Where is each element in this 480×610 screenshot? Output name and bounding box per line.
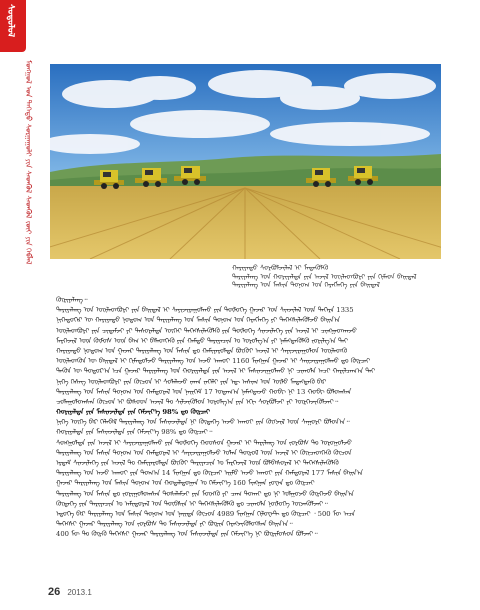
body-line: ᠲᠠᠷᠢᠶᠠᠯᠠᠩ ᠤᠨ ᠠᠵᠤ ᠠᠬᠤᠢ ᠶᠢᠨ ᠲᠣᠭ᠎ᠠ 14 ᠮᠢᠩᠭ᠋ᠠᠨ ᠳᠤ ᠬᠦᠷᠴᠡᠢ ᠡᠢᠮᠦ ᠠᠵᠤ ᠠᠬᠤᠢ ᠶᠢᠨ ᠬᠠᠮᠲᠤᠷᠠᠯ 177 ᠮᠠᠰᠢᠨ ᠪᠠᠢᠨ᠎ᠠ	[56, 469, 363, 478]
article-body	[56, 296, 442, 572]
running-head: ᠮᠣᠩᠭᠣᠯ ᠤᠨ ᠳᠡᠭᠡᠳᠦ ᠰᠤᠷᠭᠠᠭᠤᠯᠢ ᠶᠢᠨ ᠰᠡᠳᠬᠦᠯ ᠰᠡᠳᠬᠦᠯ ᠵᠦᠢ ᠶᠢᠨ ᠬᠡᠪᠯᠡᠯ	[24, 60, 33, 265]
body-line: ᠨᠢᠭᠡ ᠦᠭᠡ ᠪᠡᠷ ᠬᠡᠯᠡᠪᠡᠯ ᠲᠠᠷᠢᠶᠠᠯᠠᠩ ᠤᠨ ᠮᠠᠰᠢᠨᠵᠢᠯᠲᠠ ᠨᠢ ᠬᠦᠳᠡᠭᠡ ᠠᠵᠤ ᠠᠬᠤᠢ ᠶᠢᠨ ᠬᠥᠭᠵᠢᠯ ᠦᠨ ᠰᠠᠭᠤᠷᠢ ᠪᠣᠯᠤᠨ᠎ᠠ᠃	[56, 418, 350, 427]
caption-line: ᠲᠠᠷᠢᠶᠠᠯᠠᠩ ᠤᠨ ᠬᠤᠷᠢᠶᠠᠯᠲᠠ ᠶᠢᠨ ᠠᠵᠢᠯ ᠦᠢᠯᠡᠳᠪᠦᠷᠢ ᠶᠢᠨ ᠬᠢᠮᠠᠳ ᠪᠠᠢᠳᠠᠯ	[232, 272, 417, 281]
page-footer	[48, 586, 92, 598]
body-line: ᠲᠠᠷᠢᠶᠠᠯᠠᠩ ᠤᠨ ᠦᠢᠯᠡᠳᠪᠦᠷᠢ ᠶᠢᠨ ᠪᠠᠢᠳᠠᠯ ᠢ ᠰᠠᠶᠢᠵᠢᠷᠠᠭᠤᠯᠬᠤ ᠶᠢᠨ ᠲᠥᠯᠦᠭᠡ ᠭᠠᠵᠠᠷ ᠤᠨ ᠰᠢᠨᠵᠢᠯᠡᠯ ᠦᠨ ᠳᠡᠭᠡᠷᠡ 1335	[56, 306, 354, 315]
harvest-photo	[50, 64, 441, 259]
issue-date: 2013.1	[67, 588, 92, 597]
body-line: ᠨᠢᠭᠡᠳᠦᠭᠡᠷ ᠦ ᠬᠠᠷᠢᠶᠠᠳᠤ ᠨᠤᠲᠤᠭ ᠤᠨ ᠲᠠᠷᠢᠶᠠᠯᠠᠩ ᠤᠨ ᠮᠠᠰᠢᠨ ᠲᠣᠨᠣᠭ ᠤᠨ ᠬᠡᠷᠡᠭᠯᠡᠭᠡ ᠶᠢ ᠳᠡᠭᠡᠭᠰᠢᠯᠡᠭᠦᠯᠵᠦ ᠪᠠᠢᠨ᠎ᠠ	[56, 316, 340, 325]
body-line: ᠴᠤᠯᠠᠭᠤᠯᠤᠭᠰᠠᠨ ᠬᠦᠴᠦᠨ ᠢ ᠪᠤᠰᠤᠳ ᠠᠵᠢᠯ ᠲᠤ ᠰᠢᠯᠵᠢᠭᠦᠯᠦᠨ ᠣᠷᠣᠯᠭ᠎ᠠ ᠶᠢᠨ ᠡᠬᠢ ᠰᠤᠷᠪᠤᠯᠵᠢ ᠶᠢ ᠦᠷᠭᠡᠵᠢᠭᠦᠯᠵᠡᠢ᠃	[56, 397, 339, 406]
body-line: ᠳᠡᠭᠡᠭᠰᠢ ᠭᠠᠵᠠᠷ ᠲᠠᠷᠢᠶᠠᠯᠠᠩ ᠤᠨ ᠵᠤᠷᠪᠤᠰ ᠲᠤ ᠮᠠᠰᠢᠨᠵᠢᠯᠲᠠ ᠶᠢ ᠪᠦᠷᠢᠨ ᠬᠡᠷᠡᠭᠵᠢᠭᠦᠯᠦᠭᠰᠡᠨ ᠪᠠᠢᠨ᠎ᠠ᠃	[56, 520, 293, 529]
page-number: 26	[48, 586, 61, 598]
body-line: ᠲᠠᠷᠢᠶᠠᠯᠠᠩ ᠤᠨ ᠮᠠᠰᠢᠨ ᠲᠣᠨᠣᠭ ᠤᠨ ᠬᠠᠮᠲᠤᠷᠠᠯ ᠤᠨ ᠨᠡᠢᠭᠡᠮ 17 ᠤᠳᠠᠭ᠎ᠠ ᠨᠡᠮᠡᠭᠳᠡᠵᠦ ᠬᠤᠪᠢ ᠨᠢ 13 ᠬᠤᠪᠢ ᠪᠤᠯᠤᠭᠰᠠᠨ	[56, 387, 352, 396]
body-line: ᠡᠷᠳᠡᠮ ᠰᠢᠨᠵᠢᠯᠡᠭᠡ ᠶᠢᠨ ᠠᠵᠢᠯ ᠲᠤ ᠬᠠᠮᠢᠶᠠᠷᠤᠯᠲᠠ ᠪᠦᠬᠦᠢ ᠲᠠᠷᠢᠶᠠᠴᠢᠨ ᠤ ᠮᠡᠷᠭᠡᠵᠢᠯ ᠦᠨ ᠪᠣᠯᠪᠠᠰᠤᠷᠠᠯ ᠢ ᠳᠡᠭᠡᠭᠰᠢᠯᠡᠭᠦᠯᠬᠦ	[56, 459, 339, 467]
body-line: ᠲᠠᠷᠢᠶᠠᠯᠠᠩ ᠤᠨ ᠮᠠᠰᠢᠨ ᠳᠤ ᠵᠣᠷᠢᠭᠤᠯᠤᠭᠰᠠᠨ ᠲᠤᠰᠠᠯᠠᠮᠵᠢ ᠶᠢᠨ ᠮᠥᠩᠭᠦ ᠶᠢ ᠴᠠᠭ ᠲᠤᠬᠠᠢ ᠳᠤ ᠨᠢ ᠣᠯᠭᠤᠵᠤ ᠬᠦᠷᠭᠡᠵᠦ ᠪᠠᠢᠨ᠎ᠠ	[56, 489, 354, 498]
body-line: ᠮᠡᠷᠭᠡᠵᠢᠯ ᠦᠨ ᠬᠦᠮᠦᠰ ᠦᠨ ᠪᠠᠭ ᠢ ᠪᠡᠯᠡᠳᠬᠡᠬᠦ ᠶᠢᠨ ᠬᠠᠮᠲᠤ ᠲᠠᠷᠢᠶᠠᠴᠢᠨ ᠤ ᠣᠷᠣᠯᠭ᠎ᠠ ᠶᠢ ᠨᠡᠮᠡᠭᠳᠡᠭᠦᠯᠬᠦ ᠵᠣᠷᠢᠯᠭ᠎ᠠ ᠲᠠᠢ	[56, 336, 348, 345]
body-line: ᠦᠢᠯᠡᠳᠪᠦᠷᠢ ᠶᠢᠨ ᠴᠢᠳᠠᠮᠵᠢ ᠶᠢ ᠲᠠᠰᠤᠷᠠᠯᠲᠠ ᠦᠭᠡᠢ ᠳᠡᠭᠡᠭᠰᠢᠯᠡᠭᠦᠯᠬᠦ ᠶᠢᠨ ᠲᠥᠯᠦᠭᠡ ᠰᠢᠨᠵᠢᠯᠡᠭᠡ ᠶᠢᠨ ᠠᠵᠢᠯ ᠢ ᠴᠢᠩᠭᠠᠳᠬᠠᠵᠤ	[56, 326, 357, 335]
section-tab	[0, 0, 26, 52]
body-line: ᠡᠳᠦᠭᠡ ᠪᠡᠷ ᠲᠠᠷᠢᠶᠠᠯᠠᠩ ᠤᠨ ᠮᠠᠰᠢᠨ ᠲᠣᠨᠣᠭ ᠤᠨ ᠨᠡᠢᠳᠡ ᠬᠦᠴᠦᠨ 4989 ᠮᠢᠩᠭ᠋ᠠᠨ ᠬᠢᠯᠣᠸᠠᠲ ᠳᠤ ᠬᠦᠷᠴᠡᠢ ᠂ 500 ᠮᠦ ᠠᠴᠠ	[56, 509, 356, 518]
body-line: ᠬᠠᠷᠢᠶᠠᠳᠤ ᠨᠤᠲᠤᠭ ᠤᠨ ᠭᠠᠵᠠᠷ ᠲᠠᠷᠢᠶᠠᠯᠠᠩ ᠤᠨ ᠮᠠᠰᠢᠨ ᠳᠤ ᠬᠠᠮᠢᠶᠠᠷᠤᠯᠲᠠ ᠪᠦᠬᠦᠢ ᠠᠵᠢᠯ ᠢ ᠰᠠᠶᠢᠵᠢᠷᠠᠭᠤᠯᠤᠨ ᠦᠢᠯᠡᠳᠬᠦ	[56, 346, 348, 355]
harvest-photo-illustration	[50, 64, 441, 259]
body-line: ᠰᠤᠩᠭᠤᠯᠲᠠ ᠶᠢᠨ ᠠᠵᠢᠯ ᠢ ᠰᠠᠶᠢᠵᠢᠷᠠᠭᠤᠯᠬᠤ ᠶᠢᠨ ᠲᠥᠯᠦᠭᠡ ᠬᠣᠣᠰᠣᠨ ᠭᠠᠵᠠᠷ ᠢ ᠲᠠᠷᠢᠯᠠᠩ ᠤᠨ ᠵᠤᠷᠪᠤᠰ ᠲᠤ ᠣᠷᠣᠭᠤᠯᠵᠤ	[56, 438, 352, 447]
body-line: ᠬᠥᠳᠡᠭᠡ ᠶᠢᠨ ᠲᠠᠷᠢᠶᠠᠴᠢᠨ ᠤ ᠠᠮᠢᠳᠤᠷᠠᠯ ᠤᠨ ᠲᠦᠪᠰᠢᠨ ᠢ ᠳᠡᠭᠡᠭᠰᠢᠯᠡᠭᠦᠯᠬᠦ ᠳᠤ ᠴᠢᠬᠤᠯᠠ ᠨᠥᠯᠦᠭᠡ ᠦᠵᠡᠭᠦᠯᠵᠡᠢ᠃	[56, 499, 328, 508]
caption-line: ᠬᠠᠷᠢᠶᠠᠳᠤ ᠰᠤᠷᠪᠤᠯᠵᠢᠯᠠᠯ ᠢ ᠮᠡᠳᠡᠭᠦᠯᠬᠦ	[232, 264, 329, 272]
body-line: ᠬᠤᠷᠢᠶᠠᠯᠲᠠ ᠶᠢᠨ ᠮᠠᠰᠢᠨᠵᠢᠯᠲᠠ ᠶᠢᠨ ᠬᠡᠮᠵᠢᠶ᠎ᠡ 98% ᠳᠤ ᠬᠦᠷᠴᠡᠢ	[56, 408, 210, 417]
body-line: ᠬᠤᠷᠢᠶᠠᠯᠲᠠ ᠶᠢᠨ ᠮᠠᠰᠢᠨᠵᠢᠯᠲᠠ ᠶᠢᠨ ᠬᠡᠮᠵᠢᠶ᠎ᠡ 98% ᠳᠤ ᠬᠦᠷᠴᠡᠢ᠃	[56, 428, 213, 437]
body-line: ᠭᠠᠵᠠᠷ ᠲᠠᠷᠢᠶᠠᠯᠠᠩ ᠤᠨ ᠮᠠᠰᠢᠨ ᠲᠣᠨᠣᠭ ᠤᠨ ᠬᠤᠳᠠᠯᠳᠤᠭᠠᠨ ᠤ ᠬᠡᠮᠵᠢᠶ᠎ᠡ 160 ᠮᠢᠩᠭ᠋ᠠᠨ ᠶᠤᠸᠠᠨ ᠳᠤ ᠬᠦᠷᠴᠡᠢ	[56, 479, 315, 488]
body-line: 400 ᠮᠦ ᠲᠤ ᠬᠦᠷᠬᠦ ᠳᠡᠭᠡᠭᠰᠢ ᠭᠠᠵᠠᠷ ᠲᠠᠷᠢᠶᠠᠯᠠᠩ ᠤᠨ ᠮᠠᠰᠢᠨᠵᠢᠯᠲᠠ ᠶᠢᠨ ᠬᠡᠮᠵᠢᠶ᠎ᠡ ᠨᠢ ᠪᠦᠷᠢᠮᠦᠰᠦᠨ ᠪᠣᠯᠵᠠᠢ᠃	[56, 530, 318, 539]
section-tab-label: ᠰᠤᠳᠤᠯᠤᠯ	[5, 4, 15, 38]
body-line: ᠲᠡᠭᠦᠨ ᠦ ᠳᠣᠲᠣᠷ᠎ᠠ ᠡᠴᠡ ᠭᠠᠵᠠᠷ ᠲᠠᠷᠢᠶᠠᠯᠠᠩ ᠤᠨ ᠬᠤᠷᠢᠶᠠᠯᠲᠠ ᠶᠢᠨ ᠠᠵᠢᠯ ᠢ ᠮᠠᠰᠢᠨᠵᠢᠭᠤᠯᠬᠤ ᠨᠢ ᠴᠢᠬᠤᠯᠠ ᠠᠴᠢ ᠬᠠᠷᠢᠯᠴᠠᠭ᠎ᠠ ᠲᠠᠢ	[56, 367, 376, 376]
body-line: ᠲᠠᠷᠢᠶᠠᠯᠠᠩ ᠤᠨ ᠮᠠᠰᠢᠨ ᠲᠣᠨᠣᠭ ᠤᠨ ᠬᠠᠮᠲᠤᠷᠠᠯ ᠢ ᠰᠠᠶᠢᠵᠢᠷᠠᠭᠤᠯᠵᠤ ᠣᠯᠠᠨ ᠲᠥᠷᠦᠯ ᠦᠨ ᠠᠵᠢᠯ ᠢ ᠭᠦᠢᠴᠡᠳᠬᠡᠬᠦ ᠬᠦᠴᠦᠨ	[56, 448, 352, 457]
body-line: ᠬᠦᠷᠢᠶᠡᠯᠡᠩ᠃	[56, 296, 88, 304]
body-line: ᠨᠢᠭᠡ ᠬᠡᠰᠡᠭ ᠦᠢᠯᠡᠳᠪᠦᠷᠢ ᠶᠢᠨ ᠬᠦᠴᠦᠨ ᠢ ᠰᠤᠯᠠᠯᠠᠵᠤ ᠵᠠᠬᠠ ᠵᠡᠭᠡᠯᠢ ᠶᠢᠨ ᠡᠳ᠋ ᠠᠰᠢᠭ ᠤᠨ ᠦᠯᠦ ᠮᠡᠳᠡᠭᠳᠡᠬᠦ ᠪᠡᠷ	[56, 377, 327, 386]
caption-line: ᠲᠠᠷᠢᠶᠠᠯᠠᠩ ᠤᠨ ᠮᠠᠰᠢᠨ ᠲᠣᠨᠣᠭ ᠤᠨ ᠬᠡᠷᠡᠭᠯᠡᠭᠡ ᠶᠢᠨ ᠪᠠᠢᠳᠠᠯ	[232, 281, 380, 289]
body-line: ᠦᠢᠯᠡᠳᠬᠦᠨ ᠦ ᠪᠠᠢᠳᠠᠯ ᠢ ᠬᠢᠮᠠᠳᠤᠯᠵᠤ ᠲᠠᠷᠢᠶᠠᠯᠠᠩ ᠤᠨ ᠠᠵᠤ ᠠᠬᠤᠢ 1160 ᠮᠢᠩᠭ᠋ᠠᠨ ᠭᠠᠵᠠᠷ ᠢ ᠰᠠᠢᠵᠢᠷᠠᠭᠤᠯᠬᠤ ᠳᠤ ᠬᠦᠷᠴᠡᠢ	[56, 357, 371, 366]
